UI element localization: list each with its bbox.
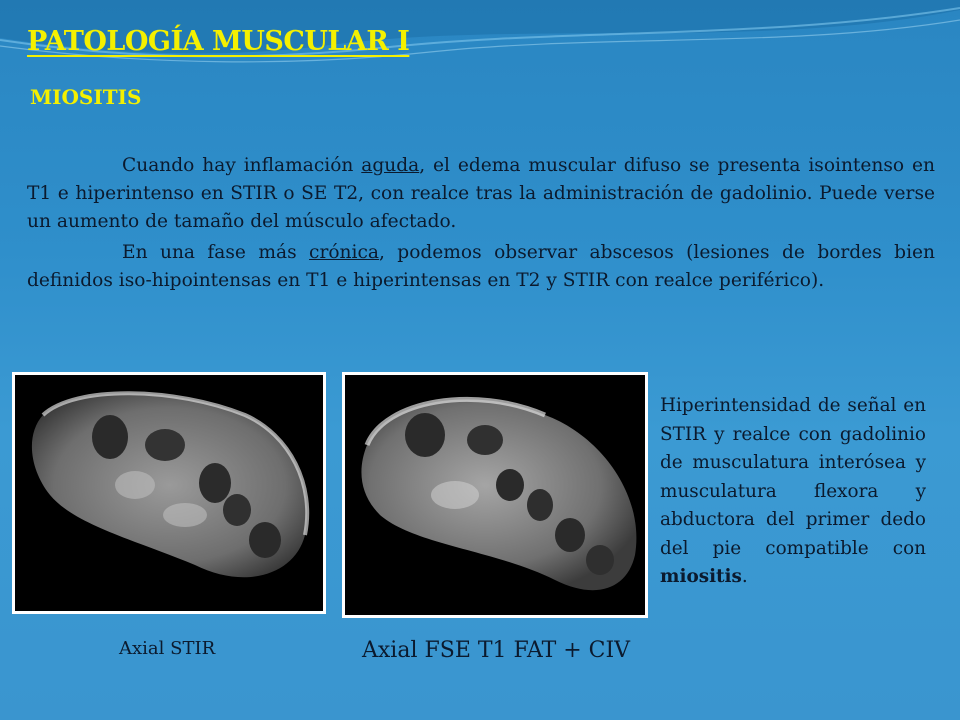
- paragraph-acute-rest: , el edema muscular difuso se presenta isointenso en T1 e hiperintenso en STIR o SE T2, con realce tras la administración de gadolinio. Puede verse un aumento de tamaño del músculo afectado.: [27, 155, 935, 232]
- side-note: [660, 392, 926, 592]
- paragraph-chronic-start: En una fase más: [122, 242, 310, 263]
- side-note-bold-term: miositis: [660, 566, 742, 587]
- paragraph-acute: [27, 152, 935, 236]
- body-text: [27, 152, 935, 298]
- caption-axial-stir: Axial STIR: [119, 638, 216, 659]
- mri-axial-t1-fat-civ-image: [342, 372, 648, 618]
- paragraph-acute-start: Cuando hay inflamación: [122, 155, 362, 176]
- caption-axial-t1: Axial FSE T1 FAT + CIV: [362, 638, 631, 663]
- term-cronica: crónica: [309, 242, 379, 263]
- section-subtitle: MIOSITIS: [30, 85, 142, 109]
- side-note-text: Hiperintensidad de señal en STIR y realce con gadolinio de musculatura interósea y musculatura flexora y abductora del primer dedo del pie compatible con: [660, 395, 926, 559]
- term-aguda: aguda: [361, 155, 420, 176]
- mri-axial-stir-image: [12, 372, 326, 614]
- paragraph-chronic-rest: , podemos observar abscesos (lesiones de bordes bien definidos iso-hipointensas en T1 e hiperintensas en T2 y STIR con realce periférico).: [27, 242, 936, 291]
- mri-stir-illustration: [15, 375, 323, 611]
- side-note-end: .: [741, 566, 748, 587]
- page-title: PATOLOGÍA MUSCULAR I: [27, 26, 410, 57]
- mri-t1-illustration: [345, 375, 645, 615]
- paragraph-chronic: [27, 239, 935, 295]
